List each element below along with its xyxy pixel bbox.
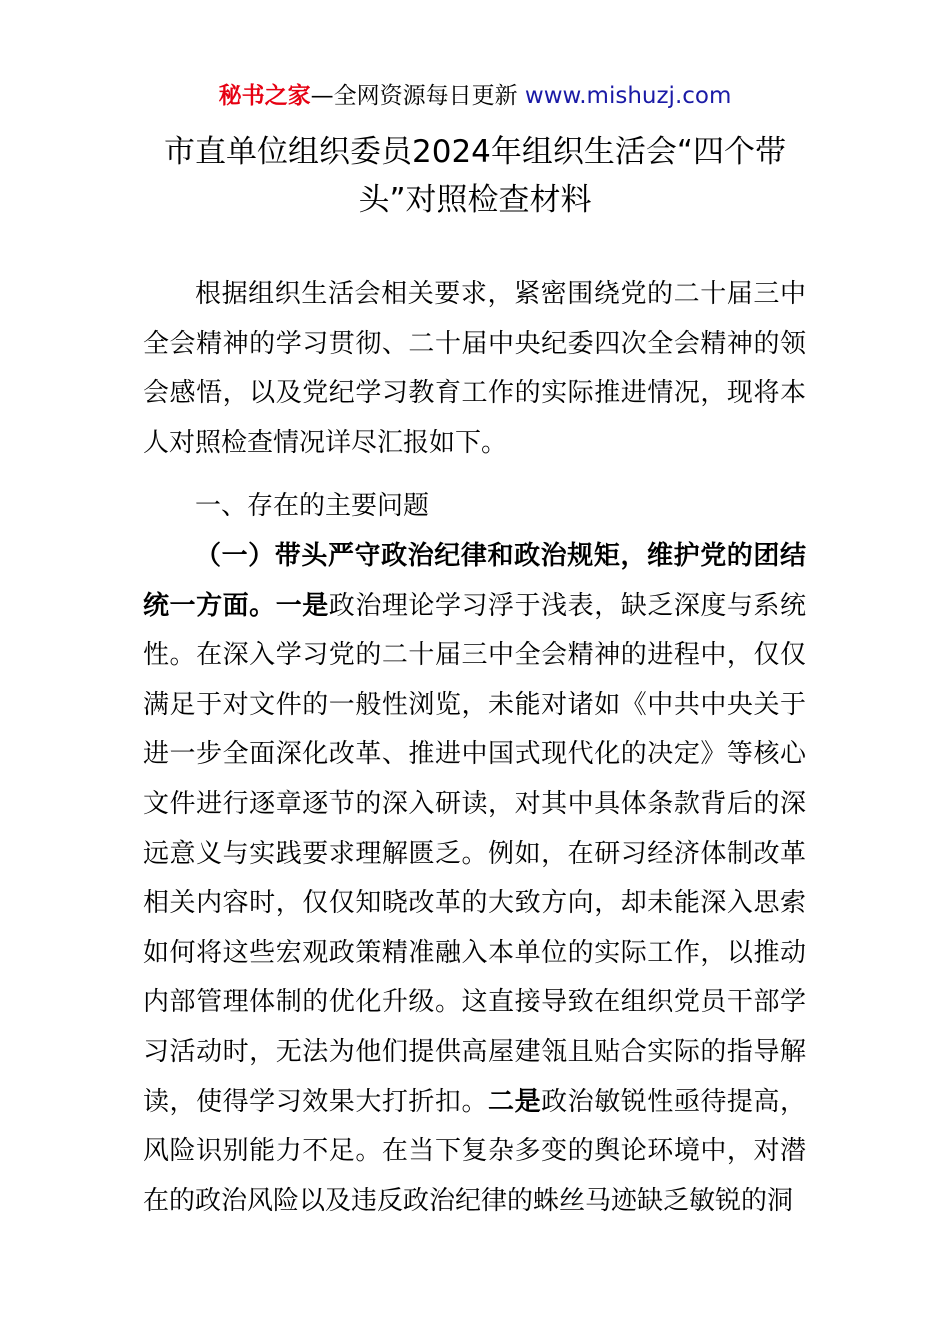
site-url-link[interactable]: www.mishuzj.com xyxy=(524,83,732,109)
point-two-label: 二是 xyxy=(488,1086,542,1117)
subsection-paragraph xyxy=(143,532,806,1226)
header-tagline: —全网资源每日更新 xyxy=(310,83,525,109)
point-one-text: 政治理论学习浮于浅表，缺乏深度与系统性。在深入学习党的二十届三中全会精神的进程中，仅仅满足于对文件的一般性浏览，未能对诸如《中共中央关于进一步全面深化改革、推进中国式现代化的决定》等核心文件进行逐章逐节的深入研读，对其中具体条款背后的深远意义与实践要求理解匮乏。例如，在研习经济体制改革相关内容时，仅仅知晓改革的大致方向，却未能深入思索如何将这些宏观政策精准融入本单位的实际工作，以推动内部管理体制的优化升级。这直接导致在组织党员干部学习活动时，无法为他们提供高屋建瓴且贴合实际的指导解读，使得学习效果大打折扣。 xyxy=(143,590,806,1117)
point-two-text: 政治敏锐性亟待提高，风险识别能力不足。在当下复杂多变的舆论环境中，对潜在的政治风险以及违反政治纪律的蛛丝马迹缺乏敏锐的洞 xyxy=(143,1086,806,1216)
document-title: 市直单位组织委员2024年组织生活会“四个带头”对照检查材料 xyxy=(164,134,786,218)
section-heading: 一、存在的主要问题 xyxy=(195,491,430,522)
site-header xyxy=(0,80,950,112)
point-one-label: 一是 xyxy=(275,590,329,621)
brand-name: 秘书之家 xyxy=(218,83,311,109)
document-body xyxy=(143,270,806,1226)
subsection-heading: （一）带头严守政治纪律和政治规矩，维护党的团结统一方面。 xyxy=(143,540,806,621)
intro-paragraph: 根据组织生活会相关要求，紧密围绕党的二十届三中全会精神的学习贯彻、二十届中央纪委四次全会精神的领会感悟，以及党纪学习教育工作的实际推进情况，现将本人对照检查情况详尽汇报如下。 xyxy=(143,279,806,458)
